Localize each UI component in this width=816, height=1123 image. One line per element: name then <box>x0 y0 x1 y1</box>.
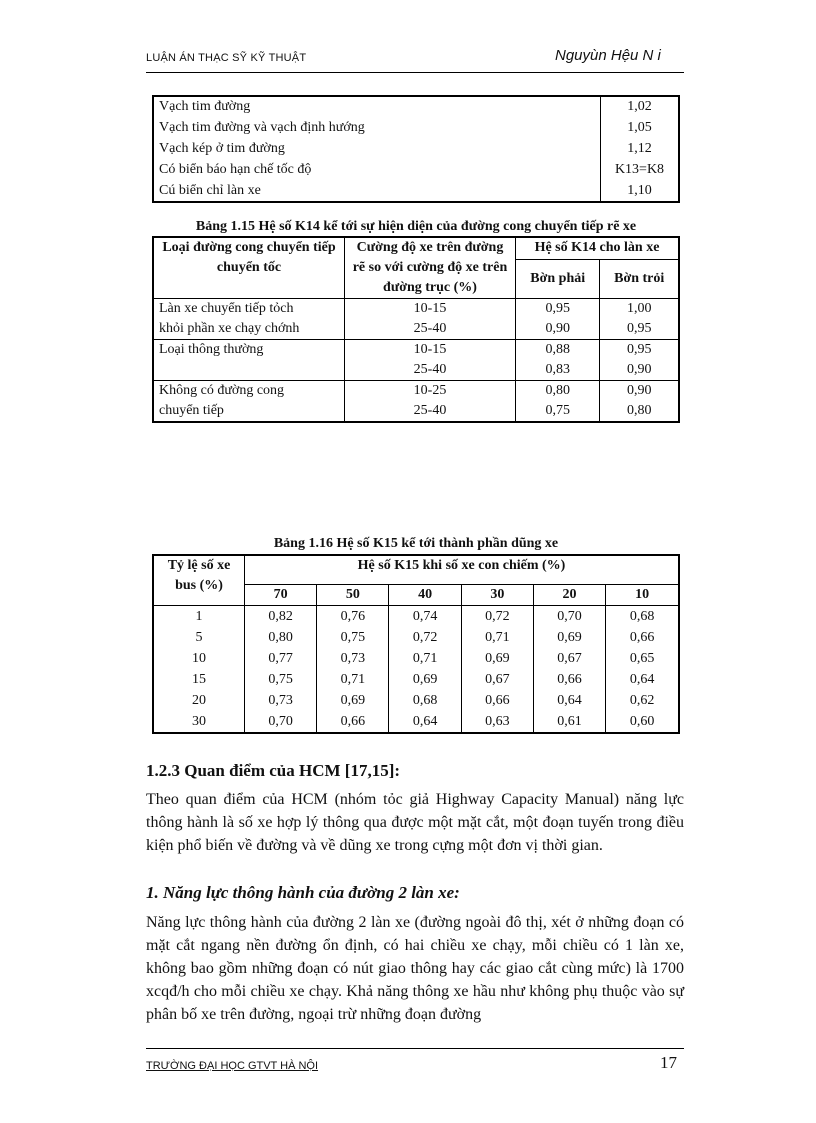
cell-bus-ratio: 15 <box>192 672 206 687</box>
table-row <box>153 96 679 118</box>
header-left-lane: Bờn trỏi <box>600 260 679 299</box>
cell-k15: 0,66 <box>606 627 679 648</box>
table-row <box>153 340 679 361</box>
header-bus-ratio: Tỷ lệ số xe bus (%) <box>153 555 245 606</box>
cell-right: 0,80 <box>516 381 600 402</box>
table-row <box>153 360 679 381</box>
table-row <box>153 711 679 733</box>
table-1-14-continuation <box>152 95 680 203</box>
cell-k15: 0,64 <box>389 711 461 733</box>
cell-curve-type: Không có đường cong <box>153 381 345 402</box>
cell-k15: 0,63 <box>461 711 533 733</box>
cell-k15: 0,65 <box>606 648 679 669</box>
cell-volume: 25-40 <box>345 319 516 340</box>
cell-left: 0,95 <box>600 319 679 340</box>
cell-value: 1,10 <box>627 182 652 198</box>
section-heading: 1.2.3 Quan điểm của HCM [17,15]: <box>146 761 401 780</box>
header-car-share: 10 <box>606 585 679 606</box>
header-volume: Cường độ xe trên đường rẽ so với cường độ xe trên đường trục (%) <box>345 237 516 299</box>
cell-condition: Cú biển chỉ làn xe <box>153 180 601 202</box>
cell-k15: 0,76 <box>317 606 389 628</box>
cell-bus-ratio: 30 <box>192 714 206 729</box>
page-number: 17 <box>660 1053 677 1072</box>
cell-k15: 0,61 <box>533 711 605 733</box>
paragraph-hcm: Theo quan điểm của HCM (nhóm tỏc giả Highway Capacity Manual) năng lực thông hành là số xe hợp lý thông qua được một mặt cắt, một đoạn tuyến trong điều kiện phổ biến về đường và về dũng xe trong cựng một đơn vị thời gian. <box>146 791 684 854</box>
cell-k15: 0,68 <box>606 606 679 628</box>
cell-k15: 0,69 <box>317 690 389 711</box>
header-car-share: 40 <box>389 585 461 606</box>
cell-value: 1,02 <box>627 99 652 115</box>
table-row <box>153 139 679 160</box>
cell-k15: 0,70 <box>245 711 317 733</box>
header-k14: Hệ số K14 cho làn xe <box>516 237 680 260</box>
cell-bus-ratio: 1 <box>195 609 203 624</box>
cell-value: K13=K8 <box>614 161 665 177</box>
cell-k15: 0,62 <box>606 690 679 711</box>
cell-curve-type <box>153 360 345 381</box>
cell-curve-type: Làn xe chuyển tiếp tỏch <box>153 299 345 320</box>
cell-condition: Vạch tim đường và vạch định hướng <box>153 118 601 139</box>
table-1-16 <box>152 554 680 734</box>
cell-k15: 0,69 <box>461 648 533 669</box>
cell-curve-type: chuyển tiếp <box>153 401 345 422</box>
header-rule <box>146 72 684 73</box>
cell-k15: 0,66 <box>533 669 605 690</box>
cell-k15: 0,75 <box>245 669 317 690</box>
paragraph-capacity: Năng lực thông hành của đường 2 làn xe (đường ngoài đô thị, xét ở những đoạn có mặt cắt ngang nền đường ổn định, có hai chiều xe chạy, mỗi chiều có 1 làn xe, không bao gồm những đoạn có nút giao thông hay các giao cắt cùng mức) là 1700 xcqđ/h cho mỗi chiều xe chạy. Khả năng thông xe hầu như không phụ thuộc vào sự phân bố xe trên đường, ngoại trừ những đoạn đường <box>146 914 684 1023</box>
cell-k15: 0,71 <box>317 669 389 690</box>
cell-right: 0,90 <box>516 319 600 340</box>
cell-right: 0,75 <box>516 401 600 422</box>
header-k15: Hệ số K15 khi số xe con chiếm (%) <box>245 555 680 585</box>
cell-bus-ratio: 20 <box>192 693 206 708</box>
cell-right: 0,95 <box>516 299 600 320</box>
cell-k15: 0,72 <box>389 627 461 648</box>
table-row <box>153 690 679 711</box>
table-row <box>153 606 679 628</box>
cell-volume: 25-40 <box>345 401 516 422</box>
cell-curve-type: khỏi phần xe chạy chớnh <box>153 319 345 340</box>
cell-k15: 0,74 <box>389 606 461 628</box>
cell-volume: 10-25 <box>345 381 516 402</box>
cell-k15: 0,60 <box>606 711 679 733</box>
cell-left: 0,80 <box>600 401 679 422</box>
cell-left: 1,00 <box>600 299 679 320</box>
cell-bus-ratio: 5 <box>195 630 203 645</box>
cell-k15: 0,67 <box>533 648 605 669</box>
cell-k15: 0,69 <box>533 627 605 648</box>
header-curve-type: Loại đường cong chuyển tiếp chuyển tốc <box>153 237 345 299</box>
cell-k15: 0,73 <box>317 648 389 669</box>
cell-k15: 0,69 <box>389 669 461 690</box>
cell-value: 1,05 <box>627 120 652 136</box>
table-row <box>153 118 679 139</box>
cell-k15: 0,67 <box>461 669 533 690</box>
cell-k15: 0,77 <box>245 648 317 669</box>
footer-school: TRƯỜNG ĐẠI HỌC GTVT HÀ NỘI <box>146 1060 319 1072</box>
cell-k15: 0,72 <box>461 606 533 628</box>
header-right-lane: Bờn phải <box>516 260 600 299</box>
cell-k15: 0,64 <box>606 669 679 690</box>
table-row <box>153 319 679 340</box>
cell-k15: 0,68 <box>389 690 461 711</box>
cell-left: 0,90 <box>600 360 679 381</box>
cell-left: 0,95 <box>600 340 679 361</box>
header-car-share: 70 <box>245 585 317 606</box>
cell-bus-ratio: 10 <box>192 651 206 666</box>
table-row <box>153 669 679 690</box>
cell-k15: 0,71 <box>389 648 461 669</box>
cell-k15: 0,70 <box>533 606 605 628</box>
header-car-share: 50 <box>317 585 389 606</box>
table-row <box>153 159 679 180</box>
table-row <box>153 381 679 402</box>
cell-k15: 0,64 <box>533 690 605 711</box>
cell-k15: 0,66 <box>461 690 533 711</box>
cell-condition: Có biển báo hạn chế tốc độ <box>153 159 601 180</box>
cell-right: 0,83 <box>516 360 600 381</box>
cell-k15: 0,66 <box>317 711 389 733</box>
header-car-share: 20 <box>533 585 605 606</box>
header-title: LUẬN ÁN THẠC SỸ KỸ THUẬT <box>146 52 307 64</box>
table-1-15 <box>152 236 680 423</box>
table-row <box>153 180 679 202</box>
cell-volume: 10-15 <box>345 340 516 361</box>
cell-volume: 10-15 <box>345 299 516 320</box>
cell-curve-type: Loại thông thường <box>153 340 345 361</box>
header-car-share: 30 <box>461 585 533 606</box>
table-1-15-caption: Bảng 1.15 Hệ số K14 kể tới sự hiện diện của đường cong chuyển tiếp rẽ xe <box>195 219 637 234</box>
footer-rule <box>146 1048 684 1049</box>
table-row <box>153 401 679 422</box>
cell-k15: 0,80 <box>245 627 317 648</box>
cell-right: 0,88 <box>516 340 600 361</box>
cell-condition: Vạch kép ở tim đường <box>153 139 601 160</box>
cell-k15: 0,82 <box>245 606 317 628</box>
table-row <box>153 648 679 669</box>
cell-k15: 0,71 <box>461 627 533 648</box>
header-author: Nguyùn Hệu N i <box>555 47 661 64</box>
cell-condition: Vạch tim đường <box>153 96 601 118</box>
table-row <box>153 299 679 320</box>
table-1-16-caption: Bảng 1.16 Hệ số K15 kể tới thành phần dũng xe <box>273 536 559 551</box>
cell-k15: 0,73 <box>245 690 317 711</box>
cell-value: 1,12 <box>627 140 652 156</box>
table-row <box>153 627 679 648</box>
subsection-heading: 1. Năng lực thông hành của đường 2 làn xe: <box>146 883 460 902</box>
cell-k15: 0,75 <box>317 627 389 648</box>
cell-volume: 25-40 <box>345 360 516 381</box>
cell-left: 0,90 <box>600 381 679 402</box>
